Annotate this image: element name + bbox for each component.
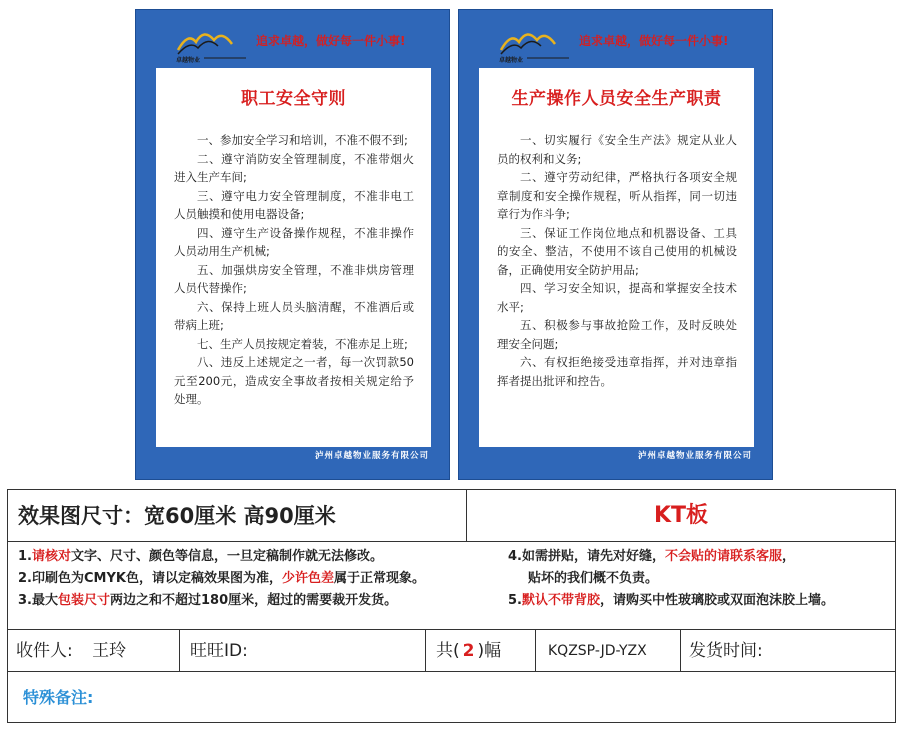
count-suffix: )幅 <box>477 641 502 661</box>
ship-time-label: 发货时间: <box>689 641 763 661</box>
clause: 四、遵守生产设备操作规程，不准非操作人员动用生产机械; <box>174 225 414 258</box>
cell-divider <box>179 630 180 672</box>
note-2 <box>18 569 425 589</box>
clause: 五、积极参与事故抢险工作，及时反映处理安全问题; <box>497 318 737 351</box>
poster-title: 职工安全守则 <box>241 89 346 109</box>
poster-panel <box>479 68 754 447</box>
note-text: 文字、尺寸、颜色等信息，一旦定稿制作就无法修改。 <box>71 549 384 564</box>
note-5 <box>508 591 834 611</box>
note-prefix: 1. <box>18 549 32 564</box>
recipient-name: 王玲 <box>92 641 127 661</box>
note-text: 属于正常现象。 <box>333 571 425 586</box>
count-field <box>436 630 501 672</box>
product-code: KQZSP-JD-YZX <box>548 643 647 659</box>
notes-section <box>8 542 895 630</box>
note-highlight: 请核对 <box>31 549 71 564</box>
note-1 <box>18 547 383 567</box>
clause: 六、有权拒绝接受违章指挥，并对违章指挥者提出批评和控告。 <box>497 355 737 388</box>
cell-divider <box>425 630 426 672</box>
material-type: KT板 <box>653 503 709 528</box>
clause: 三、保证工作岗位地点和机器设备、工具的安全、整洁，不使用不该自己使用的机械设备，正确使用安全防护用品; <box>497 225 737 277</box>
logo-text: 卓越物业 <box>176 57 201 64</box>
clause: 二、遵守劳动纪律，严格执行各项安全规章制度和安全操作规程，听从指挥，同一切违章行为作斗争; <box>497 170 737 221</box>
clause: 七、生产人员按规定着装，不准赤足上班; <box>197 336 408 351</box>
note-prefix: 2.印刷色为CMYK色，请以定稿效果图为准， <box>18 571 282 586</box>
poster-company-name: 泸州卓越物业服务有限公司 <box>314 451 429 461</box>
note-highlight: 少许色差 <box>281 571 334 586</box>
recipient-label: 收件人: <box>16 641 73 661</box>
wangwang-id-label: 旺旺ID: <box>190 641 248 661</box>
note-text: 两边之和不超过180厘米，超过的需要裁开发货。 <box>110 593 398 608</box>
poster-panel <box>156 68 431 447</box>
poster-slogan: 追求卓越，做好每一件小事! <box>256 34 406 48</box>
note-4 <box>508 547 795 567</box>
poster-body <box>156 131 431 409</box>
logo-text: 卓越物业 <box>499 57 524 64</box>
poster-slogan: 追求卓越，做好每一件小事! <box>579 34 729 48</box>
note-highlight: 不会贴的请联系客服 <box>664 549 782 564</box>
note-highlight: 包装尺寸 <box>57 593 110 608</box>
recipient-field <box>16 630 126 672</box>
note-prefix: 3.最大 <box>18 593 58 608</box>
count-prefix: 共( <box>436 641 460 661</box>
poster-body <box>479 131 754 390</box>
preview-size: 效果图尺寸：宽60厘米 高90厘米 <box>8 490 467 542</box>
poster-right <box>458 9 773 480</box>
company-logo <box>174 24 248 64</box>
clause: 一、参加安全学习和培训，不准不假不到; <box>197 133 408 147</box>
clause: 六、保持上班人员头脑清醒，不准酒后或带病上班; <box>174 299 414 332</box>
clause: 一、切实履行《安全生产法》规定从业人员的权利和义务; <box>497 133 737 166</box>
size-row <box>8 490 895 542</box>
poster-title: 生产操作人员安全生产职责 <box>511 89 722 109</box>
note-text: ，请购买中性玻璃胶或双面泡沫胶上墙。 <box>600 593 835 608</box>
order-info-table <box>7 489 896 723</box>
clause: 四、学习安全知识，提高和掌握安全技术水平; <box>497 281 737 314</box>
note-prefix: 4.如需拼贴，请先对好缝， <box>508 549 665 564</box>
count-value: 2 <box>462 641 475 661</box>
note-highlight: 默认不带背胶 <box>521 593 600 608</box>
poster-left <box>135 9 450 480</box>
note-4-continued: 贴坏的我们概不负责。 <box>528 571 659 586</box>
note-text: ， <box>782 549 796 564</box>
special-remarks-label: 特殊备注: <box>23 688 94 707</box>
clause: 三、遵守电力安全管理制度，不准非电工人员触摸和使用电器设备; <box>174 188 414 221</box>
note-prefix: 5. <box>508 593 522 608</box>
poster-company-name: 泸州卓越物业服务有限公司 <box>637 451 752 461</box>
poster-header <box>136 10 449 70</box>
clause: 五、加强烘房安全管理，不准非烘房管理人员代替操作; <box>174 262 414 295</box>
order-detail-row <box>8 630 895 672</box>
cell-divider <box>535 630 536 672</box>
poster-header <box>459 10 772 70</box>
clause: 二、遵守消防安全管理制度，不准带烟火进入生产车间; <box>174 151 414 184</box>
cell-divider <box>680 630 681 672</box>
company-logo <box>497 24 571 64</box>
clause: 八、违反上述规定之一者，每一次罚款50元至200元，造成安全事故者按相关规定给予处理。 <box>174 355 414 406</box>
note-3 <box>18 591 397 611</box>
